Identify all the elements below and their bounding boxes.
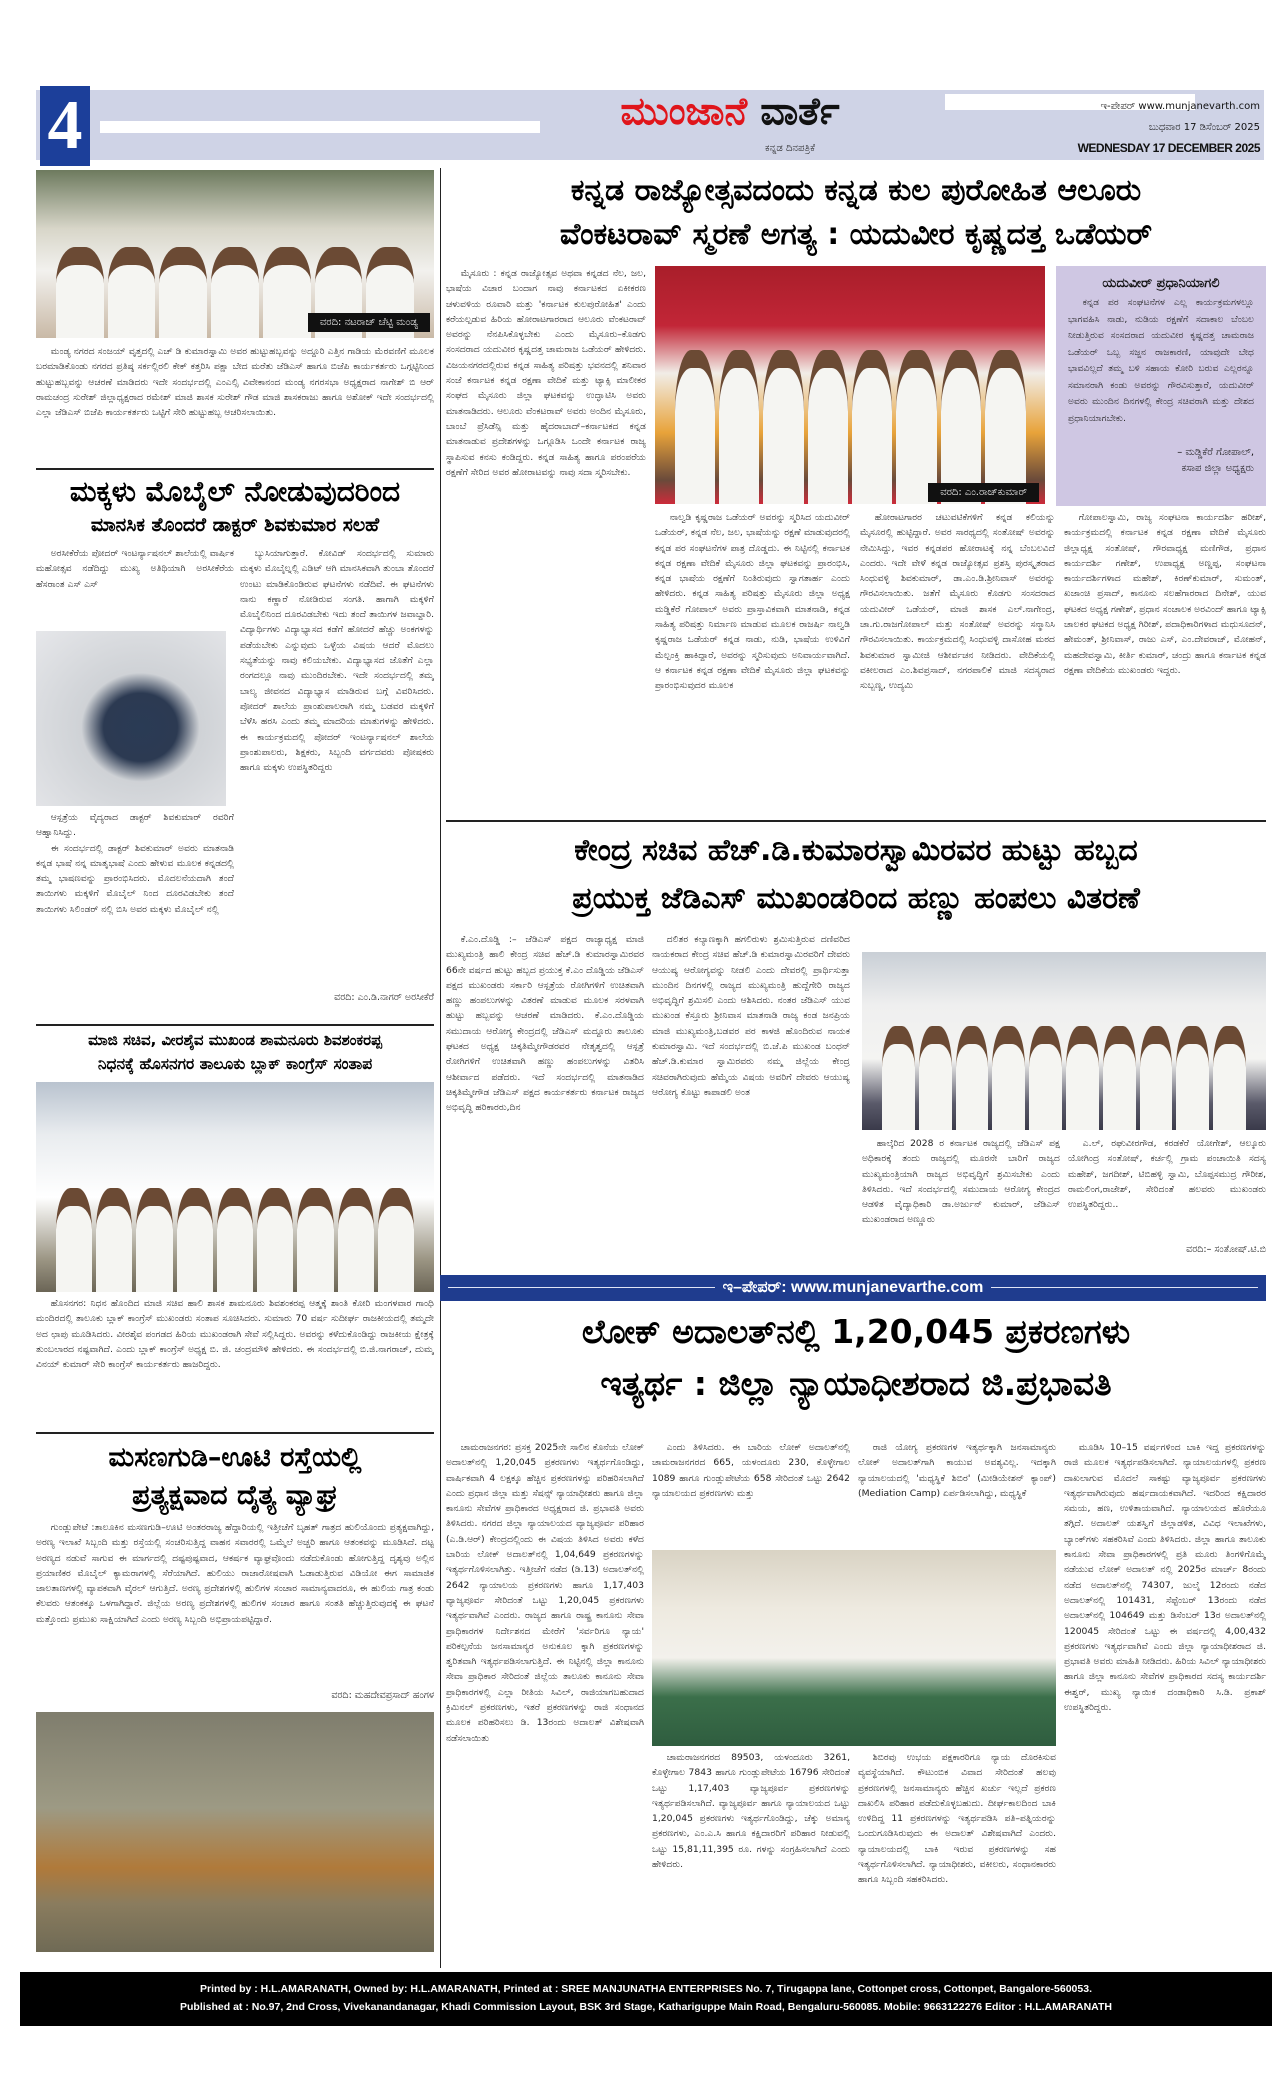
photo-mandya-birthday <box>36 170 434 338</box>
headline-rajyotsava-1: ಕನ್ನಡ ರಾಜ್ಯೋತ್ಸವದಂದು ಕನ್ನಡ ಕುಲ ಪುರೋಹಿತ ಆಲೂರು <box>570 173 1142 208</box>
quote-box-body: ಕನ್ನಡ ಪರ ಸಂಘಟನೆಗಳ ಎಲ್ಲ ಕಾರ್ಯಕ್ರಮಗಳಲ್ಲೂ ಭಾಗವಹಿಸಿ ನಾಡು, ನುಡಿಯ ರಕ್ಷಣೆಗೆ ಸದಾಕಾಲ ಬೆಂಬಲ ನೀಡುತ್ತಿರುವ ಸಂಸದರಾದ ಯದುವೀರ ಕೃಷ್ಣದತ್ತ ಚಾಮರಾಜ ಒಡೆಯರ್ ಒಬ್ಬ ಸಜ್ಜನ ರಾಜಕಾರಣಿ, ಯಾವುದೇ ಬೇಧ ಭಾವವಿಲ್ಲದೆ ತಮ್ಮ ಬಳಿ ಸಹಾಯ ಕೋರಿ ಬರುವ ಎಲ್ಲರನ್ನೂ ಸಮಾನರಾಗಿ ಕಂಡು ಅವರನ್ನು ಗೌರವಿಸುತ್ತಾರೆ, ಯದುವೀರ್ ಅವರು ಮುಂದಿನ ದಿನಗಳಲ್ಲಿ ಕೇಂದ್ರ ಸಚಿವರಾಗಿ ಮತ್ತು ದೇಶದ ಪ್ರಧಾನಿಯಾಗಬೇಕು. <box>1068 297 1254 424</box>
date-english: WEDNESDAY 17 DECEMBER 2025 <box>1077 141 1260 155</box>
subheadline-mobile: ಮಾನಸಿಕ ತೊಂದರೆ ಡಾಕ್ಟರ್ ಶಿವಕುಮಾರ ಸಲಹೆ <box>90 514 380 536</box>
photo-lok-adalat-press-meet <box>652 1550 1056 1746</box>
imprint-line-1: Printed by : H.L.AMARANATH, Owned by: H.L.AMARANATH, Printed at : SREE MANJUNATHA ENTERPRISES No. 7, Tirugappa lane, Cottonpet cross, Cottonpet, Bangalore-560053. <box>200 1983 1092 1995</box>
article-col2-bottom-lokadalat: ಚಾಮರಾಜನಗರದ 89503, ಯಳಂದೂರು 3261, ಕೊಳ್ಳೇಗಾಲ 7843 ಹಾಗೂ ಗುಂಡ್ಲುಪೇಟೆಯ 16796 ಸೇರಿದಂತೆ ಒಟ್ಟು 1,17,403 ವ್ಯಾಜ್ಯಪೂರ್ವ ಪ್ರಕರಣಗಳನ್ನು ಇತ್ಯರ್ಥಪಡಿಸಲಾಗಿದೆ. ವ್ಯಾಜ್ಯಪೂರ್ವ ಹಾಗೂ ನ್ಯಾಯಾಲಯದ ಒಟ್ಟು 1,20,045 ಪ್ರಕರಣಗಳು ಇತ್ಯರ್ಥಗೊಂಡಿದ್ದು, ಚೆಕ್ಕು ಅಮಾನ್ಯ ಪ್ರಕರಣಗಳು, ಎಂ.ಎ.ಸಿ ಹಾಗೂ ಕಕ್ಷಿದಾರರಿಗೆ ಪರಿಹಾರ ನೀಡುವಲ್ಲಿ ಒಟ್ಟು 15,81,11,395 ರೂ. ಗಳನ್ನು ಸಂಗ್ರಹಿಸಲಾಗಿದೆ ಎಂದು ಹೇಳಿದರು. <box>652 1752 850 1871</box>
quote-signature-name: – ಮಡ್ಡಿಕೆರೆ ಗೋಪಾಲ್, <box>1177 447 1254 458</box>
photo-doctor-shivakumar <box>36 631 226 806</box>
imprint-line-2: Published at : No.97, 2nd Cross, Vivekanandanagar, Khadi Commission Layout, BSK 3rd Stage, Kathariguppe Main Road, Bengaluru-560085. Mobile: 9663122276 Editor : H.L.AMARANATH <box>180 2001 1112 2013</box>
article-body-mandya: ಮಂಡ್ಯ ನಗರದ ಸಂಜಯ್ ವೃತ್ತದಲ್ಲಿ ಎಚ್ ಡಿ ಕುಮಾರಸ್ವಾಮಿ ಅವರ ಹುಟ್ಟುಹಬ್ಬವನ್ನು ಅದ್ದೂರಿ ಎತ್ತಿನ ಗಾಡಿಯ ಮೆರವಣಿಗೆ ಮೂಲಕ ಬರಮಾಡಿಕೊಂಡು ನಗರದ ಪ್ರತಿಷ್ಠ ಸರ್ಕಲ್ಲಿರಲಿ ಕೇಕ್ ಕತ್ತರಿಸಿ ಪಕ್ಷಾ ಬೇದ ಮರೆತು ಜೆಡಿಎಸ್ ಹಾಗೂ ಬಿಜೆಪಿ ಕಾರ್ಯಕರ್ತರು ಒಗ್ಗಟ್ಟಿನಿಂದ ಹುಟ್ಟುಹಬ್ಬವನ್ನು ಆಚರಣೆ ಮಾಡಿದರು ಇದೇ ಸಂದರ್ಭದಲ್ಲಿ ಎಂಎಲ್ಸಿ ವಿವೇಕಾನಂದ ಮಂಡ್ಯ ನಗರಸಭಾ ಅಧ್ಯಕ್ಷರಾದ ನಾಗೇಶ್ ಬಿ ಆರ್ ರಾಮಚಂದ್ರ ಸುರೇಶ್ ಜಿಲ್ಲಾಧ್ಯಕ್ಷರಾದ ರಮೇಶ್ ಮಾಜಿ ಶಾಸಕ ಸುರೇಶ್ ಗೌಡ ಮಾಜಿ ಶಾಸಕರಾಜು ಹಾಗೂ ಅಶೋಕ್ ಇದೇ ಸಂದರ್ಭದಲ್ಲಿ ಎಲ್ಲಾ ಜೆಡಿಎಸ್ ಬಿಜೆಪಿ ಕಾರ್ಯಕರ್ತರು ಒಟ್ಟಿಗೆ ಸೇರಿ ಹುಟ್ಟುಹಬ್ಬ ಆಚರಿಸಲಾಯಿತು. <box>36 346 434 419</box>
newspaper-logo <box>590 86 870 136</box>
headline-tiger-2: ಪ್ರತ್ಯಕ್ಷವಾದ ದೈತ್ಯ ವ್ಯಾಘ್ರ <box>132 1480 338 1511</box>
article-col4-lokadalat: ಮೂಡಿಸಿ 10–15 ವರ್ಷಗಳಿಂದ ಬಾಕಿ ಇದ್ದ ಪ್ರಕರಣಗಳನ್ನು ರಾಜಿ ಮೂಲಕ ಇತ್ಯರ್ಥಪಡಿಸಲಾಗಿದೆ. ನ್ಯಾಯಾಲಯಗಳಲ್ಲಿ ಪ್ರಕರಣ ದಾಖಲಾಗುವ ಮೊದಲೆ ಸಾಕಷ್ಟು ವ್ಯಾಜ್ಯಪೂರ್ವ ಪ್ರಕರಣಗಳು ಇತ್ಯರ್ಥವಾಗಿರುವುದು ಹರ್ಷದಾಯಕವಾಗಿದೆ. ಇದರಿಂದ ಕಕ್ಷಿದಾರರ ಸಮಯ, ಹಣ, ಉಳಿತಾಯವಾಗಿದೆ. ನ್ಯಾಯಾಲಯದ ಹೊರೆಯೂ ತಗ್ಗಿದೆ. ಅದಾಲತ್ ಯಶಸ್ವಿಗೆ ಜಿಲ್ಲಾಡಳಿತ, ವಿವಿಧ ಇಲಾಖೆಗಳು, ಬ್ಯಾಂಕ್‌ಗಳು ಸಹಕರಿಸಿವೆ ಎಂದು ತಿಳಿಸಿದರು. ಜಿಲ್ಲಾ ಹಾಗೂ ತಾಲೂಕು ಕಾನೂನು ಸೇವಾ ಪ್ರಾಧಿಕಾರಗಳಲ್ಲಿ ಪ್ರತಿ ಮೂರು ತಿಂಗಳಿಗೊಮ್ಮೆ ನಡೆಯುವ ಲೋಕ್ ಅದಾಲತ್ ನಲ್ಲಿ 2025ರ ಮಾರ್ಚ್ 8ರಂದು ನಡೆದ ಅದಾಲತ್‌ನಲ್ಲಿ 74307, ಜುಲೈ 12ರಂದು ನಡೆದ ಅದಾಲತ್‌ನಲ್ಲಿ 101431, ಸೆಪ್ಟೆಂಬರ್ 13ರಂದು ನಡೆದ ಅದಾಲತ್‌ನಲ್ಲಿ 104649 ಮತ್ತು ಡಿಸೆಂಬರ್ 13ರ ಅದಾಲತ್‌ನಲ್ಲಿ 120045 ಸೇರಿದಂತೆ ಒಟ್ಟು ಈ ವರ್ಷದಲ್ಲಿ 4,00,432 ಪ್ರಕರಣಗಳು ಇತ್ಯರ್ಥವಾಗಿವೆ ಎಂದು ಜಿಲ್ಲಾ ನ್ಯಾಯಾಧೀಶರಾದ ಜಿ. ಪ್ರಭಾವತಿ ಅವರು ಮಾಹಿತಿ ನೀಡಿದರು. ಹಿರಿಯ ಸಿವಿಲ್ ನ್ಯಾಯಾಧೀಶರು ಹಾಗೂ ಜಿಲ್ಲಾ ಕಾನೂನು ಸೇವೆಗಳ ಪ್ರಾಧಿಕಾರದ ಸದಸ್ಯ ಕಾರ್ಯದರ್ಶಿ ಈಶ್ವರ್, ಮುಖ್ಯ ನ್ಯಾಯಿಕ ದಂಡಾಧಿಕಾರಿ ಸಿ.ಡಿ. ಪ್ರಕಾಶ್ ಉಪಸ್ಥಿತರಿದ್ದರು. <box>1064 1442 1266 1714</box>
date-kannada: ಬುಧವಾರ 17 ಡಿಸೆಂಬರ್ 2025 <box>1148 122 1260 133</box>
epaper-banner-label[interactable]: ಇ–ಪೇಪರ್: www.munjanevarthe.com <box>715 1279 992 1296</box>
quote-signature-role: ಕಸಾಪ ಜಿಲ್ಲಾ ಅಧ್ಯಕ್ಷರು <box>1181 463 1254 474</box>
headline-hdk-2: ಪ್ರಯುಕ್ತ ಜೆಡಿಎಸ್ ಮುಖಂಡರಿಂದ ಹಣ್ಣು ಹಂಪಲು ವಿತರಣೆ <box>572 881 1140 916</box>
article-col2-mobile: ಬ್ಯುಸಿಯಾಗುತ್ತಾರೆ. ಕೋವಿಡ್ ಸಂದರ್ಭದಲ್ಲಿ ಸುಮಾರು ಮಕ್ಕಳು ಮೊಬೈಲ್ನಲ್ಲಿ ಎಡಿಟ್ ಆಗಿ ಮಾನಸಿಕವಾಗಿ ತುಂಬಾ ತೊಂದರೆ ಉಂಟು ಮಾಡಿಕೊಂಡಿರುವ ಘಟನೆಗಳು ನಡೆದಿವೆ. ಈ ಘಟನೆಗಳು ನಾನು ಕಣ್ಣಾರೆ ನೋಡಿರುವ ಸಂಗತಿ. ಹಾಗಾಗಿ ಮಕ್ಕಳಿಗೆ ಮೊಬೈಲಿನಿಂದ ದೂರವಿಡಬೇಕು ಇದು ತಂದೆ ತಾಯಿಗಳ ಜವಾಬ್ದಾರಿ. ವಿದ್ಯಾರ್ಥಿಗಳು ವಿದ್ಯಾಭ್ಯಾಸದ ಕಡೆಗೆ ಹೋದರೆ ಹೆಚ್ಚು ಅಂಕಗಳನ್ನು ಪಡೆಯಬೇಕು ಎನ್ನುವುದು ಒಳ್ಳೆಯ ವಿಷಯ ಆದರೆ ಮೊದಲು ಸಭ್ಯತೆಯನ್ನು ನಾವು ಕಲಿಯಬೇಕು. ವಿದ್ಯಾಭ್ಯಾಸದ ಜೊತೆಗೆ ಎಲ್ಲಾ ರಂಗದಲ್ಲೂ ನಾವು ಮುಂದಿರಬೇಕು. ಇದೇ ಸಂದರ್ಭದಲ್ಲಿ ತಮ್ಮ ಬಾಲ್ಯ ಜೀವನದ ವಿದ್ಯಾಭ್ಯಾಸ ಮಾಡಿರುವ ಬಗ್ಗೆ ವಿವರಿಸಿದರು. ಪೋದರ್ ಶಾಲೆಯ ಪ್ರಾಂಶುಪಾಲರಾಗಿ ನಮ್ಮ ಬಡವರ ಮಕ್ಕಳಿಗೆ ಬೆಳೆಸಿ ಹರಸಿ ಎಂದು ತಮ್ಮ ಮಾದರಿಯ ಮಾತುಗಳನ್ನು ಹೇಳಿದರು. ಈ ಕಾರ್ಯಕ್ರಮದಲ್ಲಿ ಪೋದರ್ ಇಂಟರ್ನ್ಯಾಷನಲ್ ಶಾಲೆಯ ಪ್ರಾಂಶುಪಾಲರು, ಶಿಕ್ಷಕರು, ಸಿಬ್ಬಂದಿ ವರ್ಗದವರು ಪೋಷಕರು ಹಾಗೂ ಮಕ್ಕಳು ಉಪಸ್ಥಿತರಿದ್ದರು <box>240 548 434 774</box>
epaper-banner[interactable] <box>440 1275 1266 1301</box>
section-divider <box>36 468 434 470</box>
headline-lokadalat-2: ಇತ್ಯರ್ಥ : ಜಿಲ್ಲಾ ನ್ಯಾಯಾಧೀಶರಾದ ಜಿ.ಪ್ರಭಾವತಿ <box>600 1364 1112 1403</box>
logo-word-2: ವಾರ್ತೆ <box>760 89 840 133</box>
photo-hdk-fruit-distribution <box>862 952 1266 1130</box>
headline-tiger-1: ಮಸಣಗುಡಿ–ಊಟಿ ರಸ್ತೆಯಲ್ಲಿ <box>108 1442 362 1473</box>
article-col1-mobile: ಆಸ್ಪತ್ರೆಯ ವೈದ್ಯರಾದ ಡಾಕ್ಟರ್ ಶಿವಕುಮಾರ್ ರವರಿಗೆ ಆಹ್ವಾನಿಸಿದ್ದು. ಈ ಸಂದರ್ಭದಲ್ಲಿ ಡಾಕ್ಟರ್ ಶಿವಕುಮಾರ್ ಅವರು ಮಾತನಾಡಿ ಕನ್ನಡ ಭಾಷೆ ನನ್ನ ಮಾತೃಭಾಷೆ ಎಂದು ಹೇಳುವ ಮೂಲಕ ಕನ್ನಡದಲ್ಲಿ ತಮ್ಮ ಭಾಷಣವನ್ನು ಪ್ರಾರಂಭಿಸಿದರು. ಮೊದಲನೆಯದಾಗಿ ತಂದೆ ತಾಯಿಗಳು ಮಕ್ಕಳಿಗೆ ಮೊಬೈಲ್ ನಿಂದ ದೂರವಿಡಬೇಕು ತಂದೆ ತಾಯಿಗಳು ಸಿಲಿಂಡರ್ ನಲ್ಲಿ ಬಿಸಿ ಅವರ ಮಕ್ಕಳು ಮೊಬೈಲ್ ನಲ್ಲಿ <box>36 812 234 915</box>
article-body-condolence: ಹೊಸನಗರ: ನಿಧನ ಹೊಂದಿದ ಮಾಜಿ ಸಚಿವ ಹಾಲಿ ಶಾಸಕ ಶಾಮನೂರು ಶಿವಶಂಕರಪ್ಪ ಆತ್ಮಕ್ಕೆ ಶಾಂತಿ ಕೋರಿ ಮಂಗಳವಾರ ಗಾಂಧಿ ಮಂದಿರದಲ್ಲಿ ತಾಲೂಕು ಬ್ಲಾಕ್ ಕಾಂಗ್ರೆಸ್ ಮುಖಂಡರು ಸಂತಾಪ ಸೂಚಿಸಿದರು. ಸುಮಾರು 70 ವರ್ಷ ಸುದೀರ್ಘ ರಾಜಕೀಯದಲ್ಲಿ ತಮ್ಮದೇ ಅದ ಛಾಪು ಮೂಡಿಸಿದರು. ವೀರಶೈವ ಪಂಗಡದ ಹಿರಿಯ ಮುಖಂಡರಾಗಿ ಸೇವೆ ಸಲ್ಲಿಸಿದ್ದರು. ಅವರನ್ನು ಕಳೆದುಕೊಂಡಿದ್ದು ರಾಜಕೀಯ ಕ್ಷೇತ್ರಕ್ಕೆ ತುಂಬಲಾರದ ನಷ್ಟವಾಗಿದೆ. ಎಂದು ಬ್ಲಾಕ್ ಕಾಂಗ್ರೆಸ್ ಅಧ್ಯಕ್ಷ ಬಿ. ಜಿ. ಚಂದ್ರಮೌಳಿ ಹೇಳಿದರು. ಈ ಸಂದರ್ಭದಲ್ಲಿ ಬಿ.ಜಿ.ನಾಗರಾಜ್, ದುಮ್ಮ ವಿನಯ್ ಕುಮಾರ್ ಸೇರಿ ಕಾಂಗ್ರೆಸ್ ಕಾರ್ಯಕರ್ತರು ಹಾಜರಿದ್ದರು. <box>36 1298 434 1371</box>
photo-credit: ವರದಿ: ಎಂ.ರಾಜ್‌ಕುಮಾರ್ <box>928 483 1039 502</box>
column-divider <box>440 168 441 1968</box>
article-body-tiger: ಗುಂಡ್ಲುಪೇಟೆ :ತಾಲೂಕಿನ ಮಸಣಗುಡಿ–ಊಟಿ ಅಂತರರಾಜ್ಯ ಹೆದ್ದಾರಿಯಲ್ಲಿ ಇತ್ತೀಚೆಗೆ ಬೃಹತ್ ಗಾತ್ರದ ಹುಲಿಯೊಂದು ಪ್ರತ್ಯಕ್ಷವಾಗಿದ್ದು, ಅರಣ್ಯ ಇಲಾಖೆ ಸಿಬ್ಬಂದಿ ಮತ್ತು ರಸ್ತೆಯಲ್ಲಿ ಸಂಚರಿಸುತ್ತಿದ್ದ ವಾಹನ ಸವಾರರಲ್ಲಿ ಒಮ್ಮೆಲೆ ಅಚ್ಚರಿ ಹಾಗೂ ಆತಂಕವನ್ನು ಮೂಡಿಸಿದೆ. ದಟ್ಟ ಅರಣ್ಯದ ನಡುವೆ ಸಾಗುವ ಈ ಮಾರ್ಗದಲ್ಲಿ ದಷ್ಟಪುಷ್ಟವಾದ, ಆಕರ್ಷಕ ವ್ಯಾಘ್ರವೊಂದು ನಡೆದುಕೊಂಡು ಹೋಗುತ್ತಿದ್ದ ದೃಶ್ಯವು ಅಲ್ಲಿನ ಪ್ರಯಾಣಿಕರ ಮೊಬೈಲ್ ಕ್ಯಾಮರಾಗಳಲ್ಲಿ ಸೆರೆಯಾಗಿದೆ. ಹುಲಿಯು ರಾಜಾರೋಷವಾಗಿ ಓಡಾಡುತ್ತಿರುವ ವಿಡಿಯೋ ಈಗ ಸಾಮಾಜಿಕ ಜಾಲತಾಣಗಳಲ್ಲಿ ವ್ಯಾಪಕವಾಗಿ ವೈರಲ್ ಆಗುತ್ತಿದೆ. ಅರಣ್ಯ ಪ್ರದೇಶಗಳಲ್ಲಿ ಹುಲಿಗಳ ಸಂಚಾರ ಸಾಮಾನ್ಯವಾದರೂ, ಈ ಹುಲಿಯ ಗಾತ್ರ ಕಂಡು ಕೆಲವರು ಆತಂಕಕ್ಕೂ ಒಳಗಾಗಿದ್ದಾರೆ. ಜಿಲ್ಲೆಯ ಅರಣ್ಯ ಪ್ರದೇಶಗಳಲ್ಲಿ ಹುಲಿಗಳ ಸಂಚಾರ ಹಾಗೂ ಸಂತತಿ ಹೆಚ್ಚುತ್ತಿರುವುದಕ್ಕೆ ಈ ಘಟನೆ ಮತ್ತೊಂದು ಪ್ರಮುಖ ಸಾಕ್ಷಿಯಾಗಿದೆ ಎಂದು ಅರಣ್ಯ ಸಿಬ್ಬಂದಿ ಅಭಿಪ್ರಾಯಪಟ್ಟಿದ್ದಾರೆ. <box>36 1522 434 1625</box>
page-number: 4 <box>40 86 90 166</box>
masthead-rule-left <box>100 121 540 133</box>
newspaper-tagline: ಕನ್ನಡ ದಿನಪತ್ರಿಕೆ <box>765 143 816 154</box>
imprint-footer <box>20 1972 1272 2026</box>
logo-word-1: ಮುಂಜಾನೆ <box>620 89 748 133</box>
article-col1-lokadalat: ಚಾಮರಾಜನಗರ: ಪ್ರಸಕ್ತ 2025ನೇ ಸಾಲಿನ ಕೊನೆಯ ಲೋಕ್ ಅದಾಲತ್‌ನಲ್ಲಿ 1,20,045 ಪ್ರಕರಣಗಳು ಇತ್ಯರ್ಥಗೊಂಡಿದ್ದು, ವಾರ್ಷಿಕವಾಗಿ 4 ಲಕ್ಷಕ್ಕೂ ಹೆಚ್ಚಿನ ಪ್ರಕರಣಗಳನ್ನು ಪರಿಹರಿಸಲಾಗಿದೆ ಎಂದು ಪ್ರಧಾನ ಜಿಲ್ಲಾ ಮತ್ತು ಸೆಷನ್ಸ್ ನ್ಯಾಯಾಧೀಶರು ಹಾಗೂ ಜಿಲ್ಲಾ ಕಾನೂನು ಸೇವೆಗಳ ಪ್ರಾಧಿಕಾರದ ಅಧ್ಯಕ್ಷರಾದ ಜಿ. ಪ್ರಭಾವತಿ ಅವರು ತಿಳಿಸಿದರು. ನಗರದ ಜಿಲ್ಲಾ ನ್ಯಾಯಾಲಯದ ವ್ಯಾಜ್ಯಪೂರ್ವ ಪರಿಹಾರ (ಎ.ಡಿ.ಆರ್) ಕೇಂದ್ರದಲ್ಲಿಂದು ಈ ವಿಷಯ ತಿಳಿಸಿದ ಅವರು ಕಳೆದ ಬಾರಿಯ ಲೋಕ್ ಅದಾಲತ್‌ನಲ್ಲಿ 1,04,649 ಪ್ರಕರಣಗಳನ್ನು ಇತ್ಯರ್ಥಗೊಳಿಸಲಾಗಿತ್ತು. ಇತ್ತೀಚೆಗೆ ನಡೆದ (ಡಿ.13) ಅದಾಲತ್‌ನಲ್ಲಿ 2642 ನ್ಯಾಯಾಲಯ ಪ್ರಕರಣಗಳು ಹಾಗೂ 1,17,403 ವ್ಯಾಜ್ಯಪೂರ್ವ ಸೇರಿದಂತೆ ಒಟ್ಟು 1,20,045 ಪ್ರಕರಣಗಳು ಇತ್ಯರ್ಥವಾಗಿವೆ ಎಂದರು. ರಾಜ್ಯದ ಹಾಗೂ ರಾಷ್ಟ್ರ ಕಾನೂನು ಸೇವಾ ಪ್ರಾಧಿಕಾರಗಳ ನಿರ್ದೇಶನದ ಮೇರೆಗೆ 'ಸರ್ವರಿಗೂ ನ್ಯಾಯ' ಪರಿಕಲ್ಪನೆಯ ಜನಸಾಮಾನ್ಯರ ಅನುಕೂಲ ಕ್ಕಾಗಿ ಪ್ರಕರಣಗಳನ್ನು ತ್ವರಿತವಾಗಿ ಇತ್ಯರ್ಥಪಡಿಸಲಾಗುತ್ತಿದೆ. ಈ ನಿಟ್ಟಿನಲ್ಲಿ ಜಿಲ್ಲಾ ಕಾನೂನು ಸೇವಾ ಪ್ರಾಧಿಕಾರ ಸೇರಿದಂತೆ ಜಿಲ್ಲೆಯ ತಾಲೂಕು ಕಾನೂನು ಸೇವಾ ಪ್ರಾಧಿಕಾರಗಳಲ್ಲಿ ಎಲ್ಲಾ ರೀತಿಯ ಸಿವಿಲ್, ರಾಜಿಯಾಗಬಹುದಾದ ಕ್ರಿಮಿನಲ್ ಪ್ರಕರಣಗಳು, ಇತರೆ ಪ್ರಕರಣಗಳನ್ನು ರಾಜಿ ಸಂಧಾನದ ಮೂಲಕ ಪರಿಹರಿಸಲು ಡಿ. 13ರಂದು ಅದಾಲತ್ ವಿಶೇಷವಾಗಿ ನಡೆಸಲಾಯಿತು <box>446 1442 644 1744</box>
article-col4-rajyotsava: ಗೋಪಾಲಸ್ವಾಮಿ, ರಾಜ್ಯ ಸಂಘಟನಾ ಕಾರ್ಯದರ್ಶಿ ಹರೀಶ್, ಕಾರ್ಯಕ್ರಮದಲ್ಲಿ ಕರ್ನಾಟಕ ಕನ್ನಡ ರಕ್ಷಣಾ ವೇದಿಕೆ ಮೈಸೂರು ಜಿಲ್ಲಾಧ್ಯಕ್ಷ ಸಂತೋಷ್, ಗೌರವಾಧ್ಯಕ್ಷ ಮಣಿಗೌಡ, ಪ್ರಧಾನ ಕಾರ್ಯದರ್ಶಿ ಗಣೇಶ್, ಉಪಾಧ್ಯಕ್ಷ ಅಣ್ಣಪ್ಪ, ಸಂಘಟನಾ ಕಾರ್ಯದರ್ಶಿಗಳಾದ ಮಹೇಶ್, ಕಿರಣ್‌ಕುಮಾರ್, ಸುಮಂತ್, ಖಜಾಂಚಿ ಪ್ರಸಾದ್, ಕಾನೂನು ಸಲಹೆಗಾರರಾದ ದಿನೇಶ್, ಯುವ ಘಟಕದ ಅಧ್ಯಕ್ಷ ಗಣೇಶ್, ಪ್ರಧಾನ ಸಂಚಾಲಕ ಅರವಿಂದ್ ಹಾಗೂ ಟ್ಯಾಕ್ಸಿ ಚಾಲಕರ ಘಟಕದ ಅಧ್ಯಕ್ಷ ಗಿರೀಶ್, ಪದಾಧಿಕಾರಿಗಳಾದ ಮಧುಸೂದನ್, ಹೇಮಂತ್, ಶ್ರೀನಿವಾಸ್, ರಾಜು ಎಸ್, ಎಂ.ದೇವರಾಜ್, ಮೋಹನ್, ಮಹದೇವಸ್ವಾಮಿ, ಕೀರ್ತಿ ಕುಮಾರ್, ಚಂದ್ರು ಹಾಗೂ ಕರ್ನಾಟಕ ಕನ್ನಡ ರಕ್ಷಣಾ ವೇದಿಕೆಯ ಮುಖಂಡರು ಇದ್ದರು. <box>1064 512 1266 676</box>
article-col3-bottom-lokadalat: ಶಿಬಿರವು ಉಭಯ ಪಕ್ಷಕಾರರಿಗೂ ನ್ಯಾಯ ದೊರಕಿಸುವ ವ್ಯವಸ್ಥೆಯಾಗಿದೆ. ಕೌಟುಂಬಿಕ ವಿವಾದ ಸೇರಿದಂತೆ ಹಲವು ಪ್ರಕರಣಗಳಲ್ಲಿ ಜನಸಾಮಾನ್ಯರು ಹೆಚ್ಚಿನ ಖರ್ಚು ಇಲ್ಲದೆ ಪ್ರಕರಣ ದಾಖಲಿಸಿ ಪರಿಹಾರ ಪಡೆದುಕೊಳ್ಳಬಹುದು. ದೀರ್ಘಕಾಲದಿಂದ ಬಾಕಿ ಉಳಿದಿದ್ದ 11 ಪ್ರಕರಣಗಳನ್ನು ಇತ್ಯರ್ಥಪಡಿಸಿ ಪತಿ–ಪತ್ನಿಯರನ್ನು ಒಂದುಗೂಡಿಸಿರುವುದು ಈ ಅದಾಲತ್ ವಿಶೇಷವಾಗಿದೆ ಎಂದರು. ನ್ಯಾಯಾಲಯದಲ್ಲಿ ಬಾಕಿ ಇರುವ ಪ್ರಕರಣಗಳನ್ನು ಸಹ ಇತ್ಯರ್ಥಗೊಳಿಸಲಾಗಿದೆ. ನ್ಯಾಯಾಧೀಶರು, ವಕೀಲರು, ಸಂಧಾನಕಾರರು ಹಾಗೂ ಸಿಬ್ಬಂದಿ ಸಹಕರಿಸಿದರು. <box>858 1752 1056 1886</box>
quote-box-yaduveer <box>1056 266 1266 506</box>
article-col2-rajyotsava: ನಾಲ್ವಡಿ ಕೃಷ್ಣರಾಜ ಒಡೆಯರ್ ಅವರನ್ನು ಸ್ಮರಿಸಿದ ಯದುವೀರ್ ಒಡೆಯರ್, ಕನ್ನಡ ನೆಲ, ಜಲ, ಭಾಷೆಯನ್ನು ರಕ್ಷಣೆ ಮಾಡುವುದರಲ್ಲಿ ಕನ್ನಡ ಪರ ಸಂಘಟನೆಗಳ ಪಾತ್ರ ದೊಡ್ಡದು. ಈ ನಿಟ್ಟಿನಲ್ಲಿ ಕರ್ನಾಟಕ ಕನ್ನಡ ರಕ್ಷಣಾ ವೇದಿಕೆ ಮೈಸೂರು ಜಿಲ್ಲಾ ಘಟಕವನ್ನು ಪ್ರಾರಂಭಿಸಿ, ಕನ್ನಡ ಭಾಷೆಯ ರಕ್ಷಣೆಗೆ ನಿಂತಿರುವುದು ಸ್ವಾಗತಾರ್ಹ ಎಂದು ಹೇಳಿದರು. ಕನ್ನಡ ಸಾಹಿತ್ಯ ಪರಿಷತ್ತು ಮೈಸೂರು ಜಿಲ್ಲಾ ಅಧ್ಯಕ್ಷ ಮಡ್ಡಿಕೆರೆ ಗೋಪಾಲ್ ಅವರು ಪ್ರಾಸ್ತಾವಿಕವಾಗಿ ಮಾತನಾಡಿ, ಕನ್ನಡ ಸಾಹಿತ್ಯ ಪರಿಷತ್ತು ನಿರ್ಮಾಣ ಮಾಡುವ ಮೂಲಕ ರಾಜರ್ಷಿ ನಾಲ್ವಡಿ ಕೃಷ್ಣರಾಜ ಒಡೆಯರ್ ಕನ್ನಡ ನಾಡು, ನುಡಿ, ಭಾಷೆಯ ಉಳಿವಿಗೆ ಮೆಲ್ಪಂಕ್ತಿ ಹಾಕಿದ್ದಾರೆ, ಅವರನ್ನು ಸ್ಮರಿಸುವುದು ಅನಿವಾರ್ಯವಾಗಿದೆ. ಆ ಕರ್ನಾಟಕ ಕನ್ನಡ ರಕ್ಷಣಾ ವೇದಿಕೆ ಮೈಸೂರು ಜಿಲ್ಲಾ ಘಟಕವನ್ನು ಪ್ರಾರಂಭಿಸುವುದರ ಮೂಲಕ <box>655 512 850 692</box>
headline-rajyotsava-2: ವೆಂಕಟರಾವ್ ಸ್ಮರಣೆ ಅಗತ್ಯ : ಯದುವೀರ ಕೃಷ್ಣದತ್ತ ಒಡೆಯರ್ <box>559 217 1153 252</box>
article-col1-hdk: ಕೆ.ಎಂ.ದೊಡ್ಡಿ :– ಜೆಡಿಎಸ್ ಪಕ್ಷದ ರಾಜ್ಯಾಧ್ಯಕ್ಷ ಮಾಜಿ ಮುಖ್ಯಮಂತ್ರಿ ಹಾಲಿ ಕೇಂದ್ರ ಸಚಿವ ಹೆಚ್.ಡಿ ಕುಮಾರಸ್ವಾಮಿರವರ 66ನೇ ವರ್ಷದ ಹುಟ್ಟು ಹಬ್ಬದ ಪ್ರಯುಕ್ತ ಕೆ.ಎಂ ದೊಡ್ಡಿಯ ಜೆಡಿಎಸ್ ಪಕ್ಷದ ಮುಖಂಡರು ಸರ್ಕಾರಿ ಆಸ್ಪತ್ರೆಯ ರೋಗಿಗಳಿಗೆ ಉಚಿತವಾಗಿ ಹಣ್ಣು ಹಂಪಲುಗಳನ್ನು ವಿತರಣೆ ಮಾಡುವ ಮೂಲಕ ಸರಳವಾಗಿ ಹುಟ್ಟು ಹಬ್ಬವನ್ನು ಆಚರಣೆ ಮಾಡಿದರು. ಕೆ.ಎಂ.ದೊಡ್ಡಿಯ ಸಮುದಾಯ ಆರೋಗ್ಯ ಕೇಂದ್ರದಲ್ಲಿ ಜೆಡಿಎಸ್ ಮದ್ದೂರು ತಾಲೂಕು ಘಟಕದ ಅಧ್ಯಕ್ಷ ಚಿಕ್ಕತಿಮ್ಮೇಗೌಡರವರ ನೇತೃತ್ವದಲ್ಲಿ ಆಸ್ಪತ್ರೆ ರೋಗಿಗಳಿಗೆ ಉಚಿತವಾಗಿ ಹಣ್ಣು ಹಂಪಲುಗಳನ್ನು ವಿತರಿಸಿ ಆಶೀರ್ವಾದ ಪಡೆದರು. ಇದೆ ಸಂದರ್ಭದಲ್ಲಿ ಮಾತನಾಡಿದ ಚಿಕ್ಕತಿಮ್ಮೇಗೌಡ ಜೆಡಿಎಸ್ ಪಕ್ಷದ ಕಾರ್ಯಕರ್ತರು ಕರ್ನಾಟಕ ರಾಜ್ಯದ ಅಭಿವೃದ್ಧಿ ಹರಿಕಾರರು,ದಿನ <box>446 934 644 1114</box>
article-col3-hdk: ಹಾಲ್ಕೆರಿದ 2028 ರ ಕರ್ನಾಟಕ ರಾಜ್ಯದಲ್ಲಿ ಜೆಡಿಎಸ್ ಪಕ್ಷ ಅಧಿಕಾರಕ್ಕೆ ತಂದು ರಾಜ್ಯದಲ್ಲಿ ಮೂರನೇ ಬಾರಿಗೆ ರಾಜ್ಯದ ಮುಖ್ಯಮಂತ್ರಿಯಾಗಿ ರಾಜ್ಯದ ಅಭಿವೃದ್ಧಿಗೆ ಶ್ರಮಿಸಬೇಕು ಎಂದು ತಿಳಿಸಿದರು. ಇದೆ ಸಂದರ್ಭದಲ್ಲಿ ಸಮುದಾಯ ಆರೋಗ್ಯ ಕೇಂದ್ರದ ಆಡಳಿತ ವೈದ್ಯಾಧಿಕಾರಿ ಡಾ.ಅರ್ಜುನ್ ಕುಮಾರ್, ಜೆಡಿಎಸ್ ಮುಖಂಡರಾದ ಅಣ್ಣೂರು <box>862 1138 1060 1226</box>
masthead-info <box>1010 96 1260 159</box>
byline-hdk: ವರದಿ:– ಸಂತೋಷ್.ಟಿ.ಬಿ <box>1186 1244 1266 1255</box>
photo-credit: ವರದಿ: ನಟರಾಜ್ ಚೆಟ್ಟಿ ಮಂಡ್ಯ <box>308 313 430 332</box>
headline-lokadalat-1: ಲೋಕ್ ಅದಾಲತ್‌ನಲ್ಲಿ 1,20,045 ಪ್ರಕರಣಗಳು <box>581 1312 1131 1351</box>
photo-tiger <box>36 1712 434 1952</box>
epaper-url[interactable]: ಇ-ಪೇಪರ್ www.munjanevarth.com <box>1100 101 1260 112</box>
headline-mobile: ಮಕ್ಕಳು ಮೊಬೈಲ್ ನೋಡುವುದರಿಂದ <box>69 475 401 508</box>
section-divider <box>36 1024 434 1026</box>
headline-condolence-1: ಮಾಜಿ ಸಚಿವ, ವೀರಶೈವ ಮುಖಂಡ ಶಾಮನೂರು ಶಿವಶಂಕರಪ್ಪ <box>88 1031 382 1049</box>
article-col2-top-lokadalat: ಎಂದು ತಿಳಿಸಿದರು. ಈ ಬಾರಿಯ ಲೋಕ್ ಅದಾಲತ್‌ನಲ್ಲಿ ಚಾಮರಾಜನಗರದ 665, ಯಳಂದೂರು 230, ಕೊಳ್ಳೇಗಾಲ 1089 ಹಾಗೂ ಗುಂಡ್ಲುಪೇಟೆಯ 658 ಸೇರಿದಂತೆ ಒಟ್ಟು 2642 ನ್ಯಾಯಾಲಯದ ಪ್ರಕರಣಗಳು ಮತ್ತು <box>652 1442 850 1499</box>
photo-rajyotsava-stage <box>655 266 1045 504</box>
photo-condolence-meeting <box>36 1082 434 1292</box>
byline-tiger: ವರದಿ: ಮಹದೇವಪ್ರಸಾದ್ ಹಂಗಳ <box>331 1690 434 1701</box>
article-intro-mobile: ಅರಸೀಕೆರೆಯ ಪೋದರ್ ಇಂಟರ್ನ್ಯಾಷನಲ್ ಶಾಲೆಯಲ್ಲಿ ವಾರ್ಷಿಕ ಮಹೋತ್ಸವ ನಡೆದಿದ್ದು ಮುಖ್ಯ ಅತಿಥಿಯಾಗಿ ಅರಸೀಕೆರೆಯ ಹೆಸರಾಂತ ಎಸ್ ಎಸ್ <box>36 548 234 590</box>
article-col3-rajyotsava: ಹೋರಾಟಗಾರರ ಚಟುವಟಿಕೆಗಳಿಗೆ ಕನ್ನಡ ಕಲಿಯನ್ನು ಮೈಸೂರಲ್ಲಿ ಹುಟ್ಟಿದ್ದಾರೆ. ಅವರ ಸಾರಥ್ಯದಲ್ಲಿ ಸಂತೋಷ್ ಅವರನ್ನು ನೇಮಿಸಿದ್ದು, ಇವರ ಕನ್ನಡಪರ ಹೋರಾಟಕ್ಕೆ ನನ್ನ ಬೆಂಬಲವಿದೆ ಎಂದರು. ಇದೇ ವೇಳೆ ಕನ್ನಡ ರಾಜ್ಯೋತ್ಸವ ಪ್ರಶಸ್ತಿ ಪುರಸ್ಕೃತರಾದ ಸಿಂಧುವಳ್ಳಿ ಶಿವಕುಮಾರ್, ಡಾ.ಎಂ.ಡಿ.ಶ್ರೀನಿವಾಸ್ ಅವರನ್ನು ಗೌರವಿಸಲಾಯಿತು. ಜತೆಗೆ ಮೈಸೂರು ಕೊಡಗು ಸಂಸದರಾದ ಯದುವೀರ್ ಒಡೆಯರ್, ಮಾಜಿ ಶಾಸಕ ಎಲ್.ನಾಗೇಂದ್ರ, ಚಾ.ಗು.ರಾಜಗೋಪಾಲ್ ಮತ್ತು ಸಂತೋಷ್ ಅವರನ್ನು ಸನ್ಮಾನಿಸಿ ಗೌರವಿಸಲಾಯಿತು. ಕಾರ್ಯಕ್ರಮದಲ್ಲಿ ಸಿಂಧುವಳ್ಳಿ ದಾಸೋಹ ಮಠದ ಶಿವಕುಮಾರ ಸ್ವಾಮೀಜಿ ಆಶೀರ್ವಚನ ನೀಡಿದರು. ವೇದಿಕೆಯಲ್ಲಿ ವಕೀಲರಾದ ಎಂ.ಶಿವಪ್ರಸಾದ್, ನಗರಪಾಲಿಕೆ ಮಾಜಿ ಸದಸ್ಯರಾದ ಸುಬ್ಬಣ್ಣ, ಉದ್ಯಮಿ <box>860 512 1055 692</box>
article-col4-hdk: ಎ.ಲ್, ರಘುವೀರಗೌಡ, ಕರಡಕೆರೆ ಯೋಗೇಶ್, ಆಲ್ಕೂರು ಯೋಗಿಂದ್ರ ಸಂತೋಷ್, ಕರ್ಚಲ್ಲಿ ಗ್ರಾಮ ಪಂಚಾಯಿತಿ ಸದಸ್ಯ ಮಹೇಶ್, ಜಗದೀಶ್, ಟಿಬಿಹಳ್ಳಿ ಸ್ವಾಮಿ, ಬೊಪ್ಪಸಮುದ್ರ ಗೌರೀಶ, ರಾಮಲಿಂಗ,ರಾಜೇಶ್, ಸೇರಿದಂತೆ ಹಲವರು ಮುಖಂಡರು ಉಪಸ್ಥಿತರಿದ್ದರು.. <box>1068 1138 1266 1211</box>
article-col1-rajyotsava: ಮೈಸೂರು : ಕನ್ನಡ ರಾಜ್ಯೋತ್ಸವ ಅಥವಾ ಕನ್ನಡದ ನೆಲ, ಜಲ, ಭಾಷೆಯ ವಿಚಾರ ಬಂದಾಗ ನಾವು ಕರ್ನಾಟಕದ ಏಕೀಕರಣ ಚಳುವಳಿಯ ರೂವಾರಿ ಮತ್ತು 'ಕರ್ನಾಟಕ ಕುಲಪುರೋಹಿತ' ಎಂದು ಕರೆಯಲ್ಪಡುವ ಹಿರಿಯ ಹೋರಾಟಗಾರರಾದ ಆಲೂರು ವೆಂಕಟರಾವ್ ಅವರನ್ನು ನೆನಪಿಸಿಕೊಳ್ಳಬೇಕು ಎಂದು ಮೈಸೂರು–ಕೊಡಗು ಸಂಸದರಾದ ಯದುವೀರ ಕೃಷ್ಣದತ್ತ ಚಾಮರಾಜ ಒಡೆಯರ್ ಹೇಳಿದರು. ವಿಜಯನಗರದಲ್ಲಿರುವ ಕನ್ನಡ ಸಾಹಿತ್ಯ ಪರಿಷತ್ತು ಭವನದಲ್ಲಿ ಶನಿವಾರ ಸಂಜೆ ಕರ್ನಾಟಕ ಕನ್ನಡ ರಕ್ಷಣಾ ವೇದಿಕೆ ಮತ್ತು ಟ್ಯಾಕ್ಸಿ ಮಾಲೀಕರ ಸಂಘದ ಮೈಸೂರು ಜಿಲ್ಲಾ ಘಟಕವನ್ನು ಉದ್ಘಾಟಿಸಿ ಅವರು ಮಾತನಾಡಿದರು. ಆಲೂರು ವೆಂಕಟರಾವ್ ಅವರು ಅಂದಿನ ಮೈಸೂರು, ಬಾಂಬೆ ಪ್ರೆಸಿಡೆನ್ಸಿ ಮತ್ತು ಹೈದರಾಬಾದ್–ಕರ್ನಾಟಕದ ಕನ್ನಡ ಮಾತನಾಡುವ ಪ್ರದೇಶಗಳನ್ನು ಒಗ್ಗೂಡಿಸಿ ಒಂದೇ ಕರ್ನಾಟಕ ರಾಜ್ಯ ಸ್ಥಾಪಿಸುವ ಕನಸು ಕಂಡಿದ್ದರು. ಕನ್ನಡ ಸಾಹಿತ್ಯ ಹಾಗೂ ಪರಂಪರೆಯ ರಕ್ಷಣೆಗೆ ಸೇರಿದ ಅವರ ಹೋರಾಟವನ್ನು ನಾವು ಸದಾ ಸ್ಮರಿಸಬೇಕು. <box>446 268 646 478</box>
headline-condolence-2: ನಿಧನಕ್ಕೆ ಹೊಸನಗರ ತಾಲೂಕು ಬ್ಲಾಕ್ ಕಾಂಗ್ರೆಸ್ ಸಂತಾಪ <box>97 1055 373 1073</box>
byline-mobile: ವರದಿ: ಎಂ.ಡಿ.ನಾಗರ್ ಅರಸೀಕೆರೆ <box>334 992 434 1003</box>
headline-hdk-1: ಕೇಂದ್ರ ಸಚಿವ ಹೆಚ್.ಡಿ.ಕುಮಾರಸ್ವಾಮಿರವರ ಹುಟ್ಟು ಹಬ್ಬದ <box>574 833 1138 868</box>
section-divider <box>446 820 1266 822</box>
article-col2-hdk: ದಲಿತರ ಕಲ್ಯಾಣಕ್ಕಾಗಿ ಹಗಲಿರುಳು ಶ್ರಮಿಸುತ್ತಿರುವ ದಣಿವರಿದ ನಾಯಕರಾದ ಕೇಂದ್ರ ಸಚಿವ ಹೆಚ್.ಡಿ ಕುಮಾರಸ್ವಾಮಿರವರಿಗೆ ದೇವರು ಆಯುಷ್ಯ ಆರೋಗ್ಯವನ್ನು ನೀಡಲಿ ಎಂದು ದೇವರಲ್ಲಿ ಪ್ರಾರ್ಥಿಸುತ್ತಾ ಮುಂದಿನ ದಿನಗಳಲ್ಲಿ ರಾಜ್ಯದ ಮುಖ್ಯಮಂತ್ರಿ ಹುದ್ದೆಗೇರಿ ರಾಜ್ಯದ ಅಭಿವೃದ್ಧಿಗೆ ಶ್ರಮಿಸಲಿ ಎಂದು ಆಶಿಸಿದರು. ನಂತರ ಜೆಡಿಎಸ್ ಯುವ ಮುಖಂಡ ಕೆಸ್ತೂರು ಶ್ರೀನಿವಾಸ ಮಾತನಾಡಿ ರಾಜ್ಯ ಕಂಡ ಜನಪ್ರಿಯ ಮಾಜಿ ಮುಖ್ಯಮಂತ್ರಿ,ಬಡವರ ಪರ ಕಾಳಜಿ ಹೊಂದಿರುವ ನಾಯಕ ಕುಮಾರಸ್ವಾಮಿ. ಇದೆ ಸಂದರ್ಭದಲ್ಲಿ ಬಿ.ಜೆ.ಪಿ ಮುಖಂಡ ಬಂಧನ್ ಹೆಚ್.ಡಿ.ಕುಮಾರ ಸ್ವಾಮಿರವರು ನಮ್ಮ ಜಿಲ್ಲೆಯ ಕೇಂದ್ರ ಸಚಿವರಾಗಿರುವುದು ಹೆಮ್ಮೆಯ ವಿಷಯ ಅವರಿಗೆ ದೇವರು ಆಯುಷ್ಯ ಆರೋಗ್ಯ ಕೊಟ್ಟು ಕಾಪಾಡಲಿ ಅಂತ <box>652 934 850 1098</box>
quote-box-title: ಯದುವೀರ್ ಪ್ರಧಾನಿಯಾಗಲಿ <box>1102 276 1220 291</box>
section-divider <box>36 1432 434 1434</box>
article-col3-top-lokadalat: ರಾಜಿ ಯೋಗ್ಯ ಪ್ರಕರಣಗಳ ಇತ್ಯರ್ಥಕ್ಕಾಗಿ ಜನಸಾಮಾನ್ಯರು ಲೋಕ್ ಅದಾಲತ್‌ಗಾಗಿ ಕಾಯುವ ಅವಶ್ಯವಿಲ್ಲ. ಇದಕ್ಕಾಗಿ ನ್ಯಾಯಾಲಯದಲ್ಲಿ 'ಮಧ್ಯಸ್ಥಿಕೆ ಶಿಬಿರ' (ಮೀಡಿಯೇಶನ್ ಕ್ಯಾಂಪ್) (Mediation Camp) ಏರ್ಪಡಿಸಲಾಗಿದ್ದು, ಮಧ್ಯಸ್ಥಿಕೆ <box>858 1442 1056 1499</box>
